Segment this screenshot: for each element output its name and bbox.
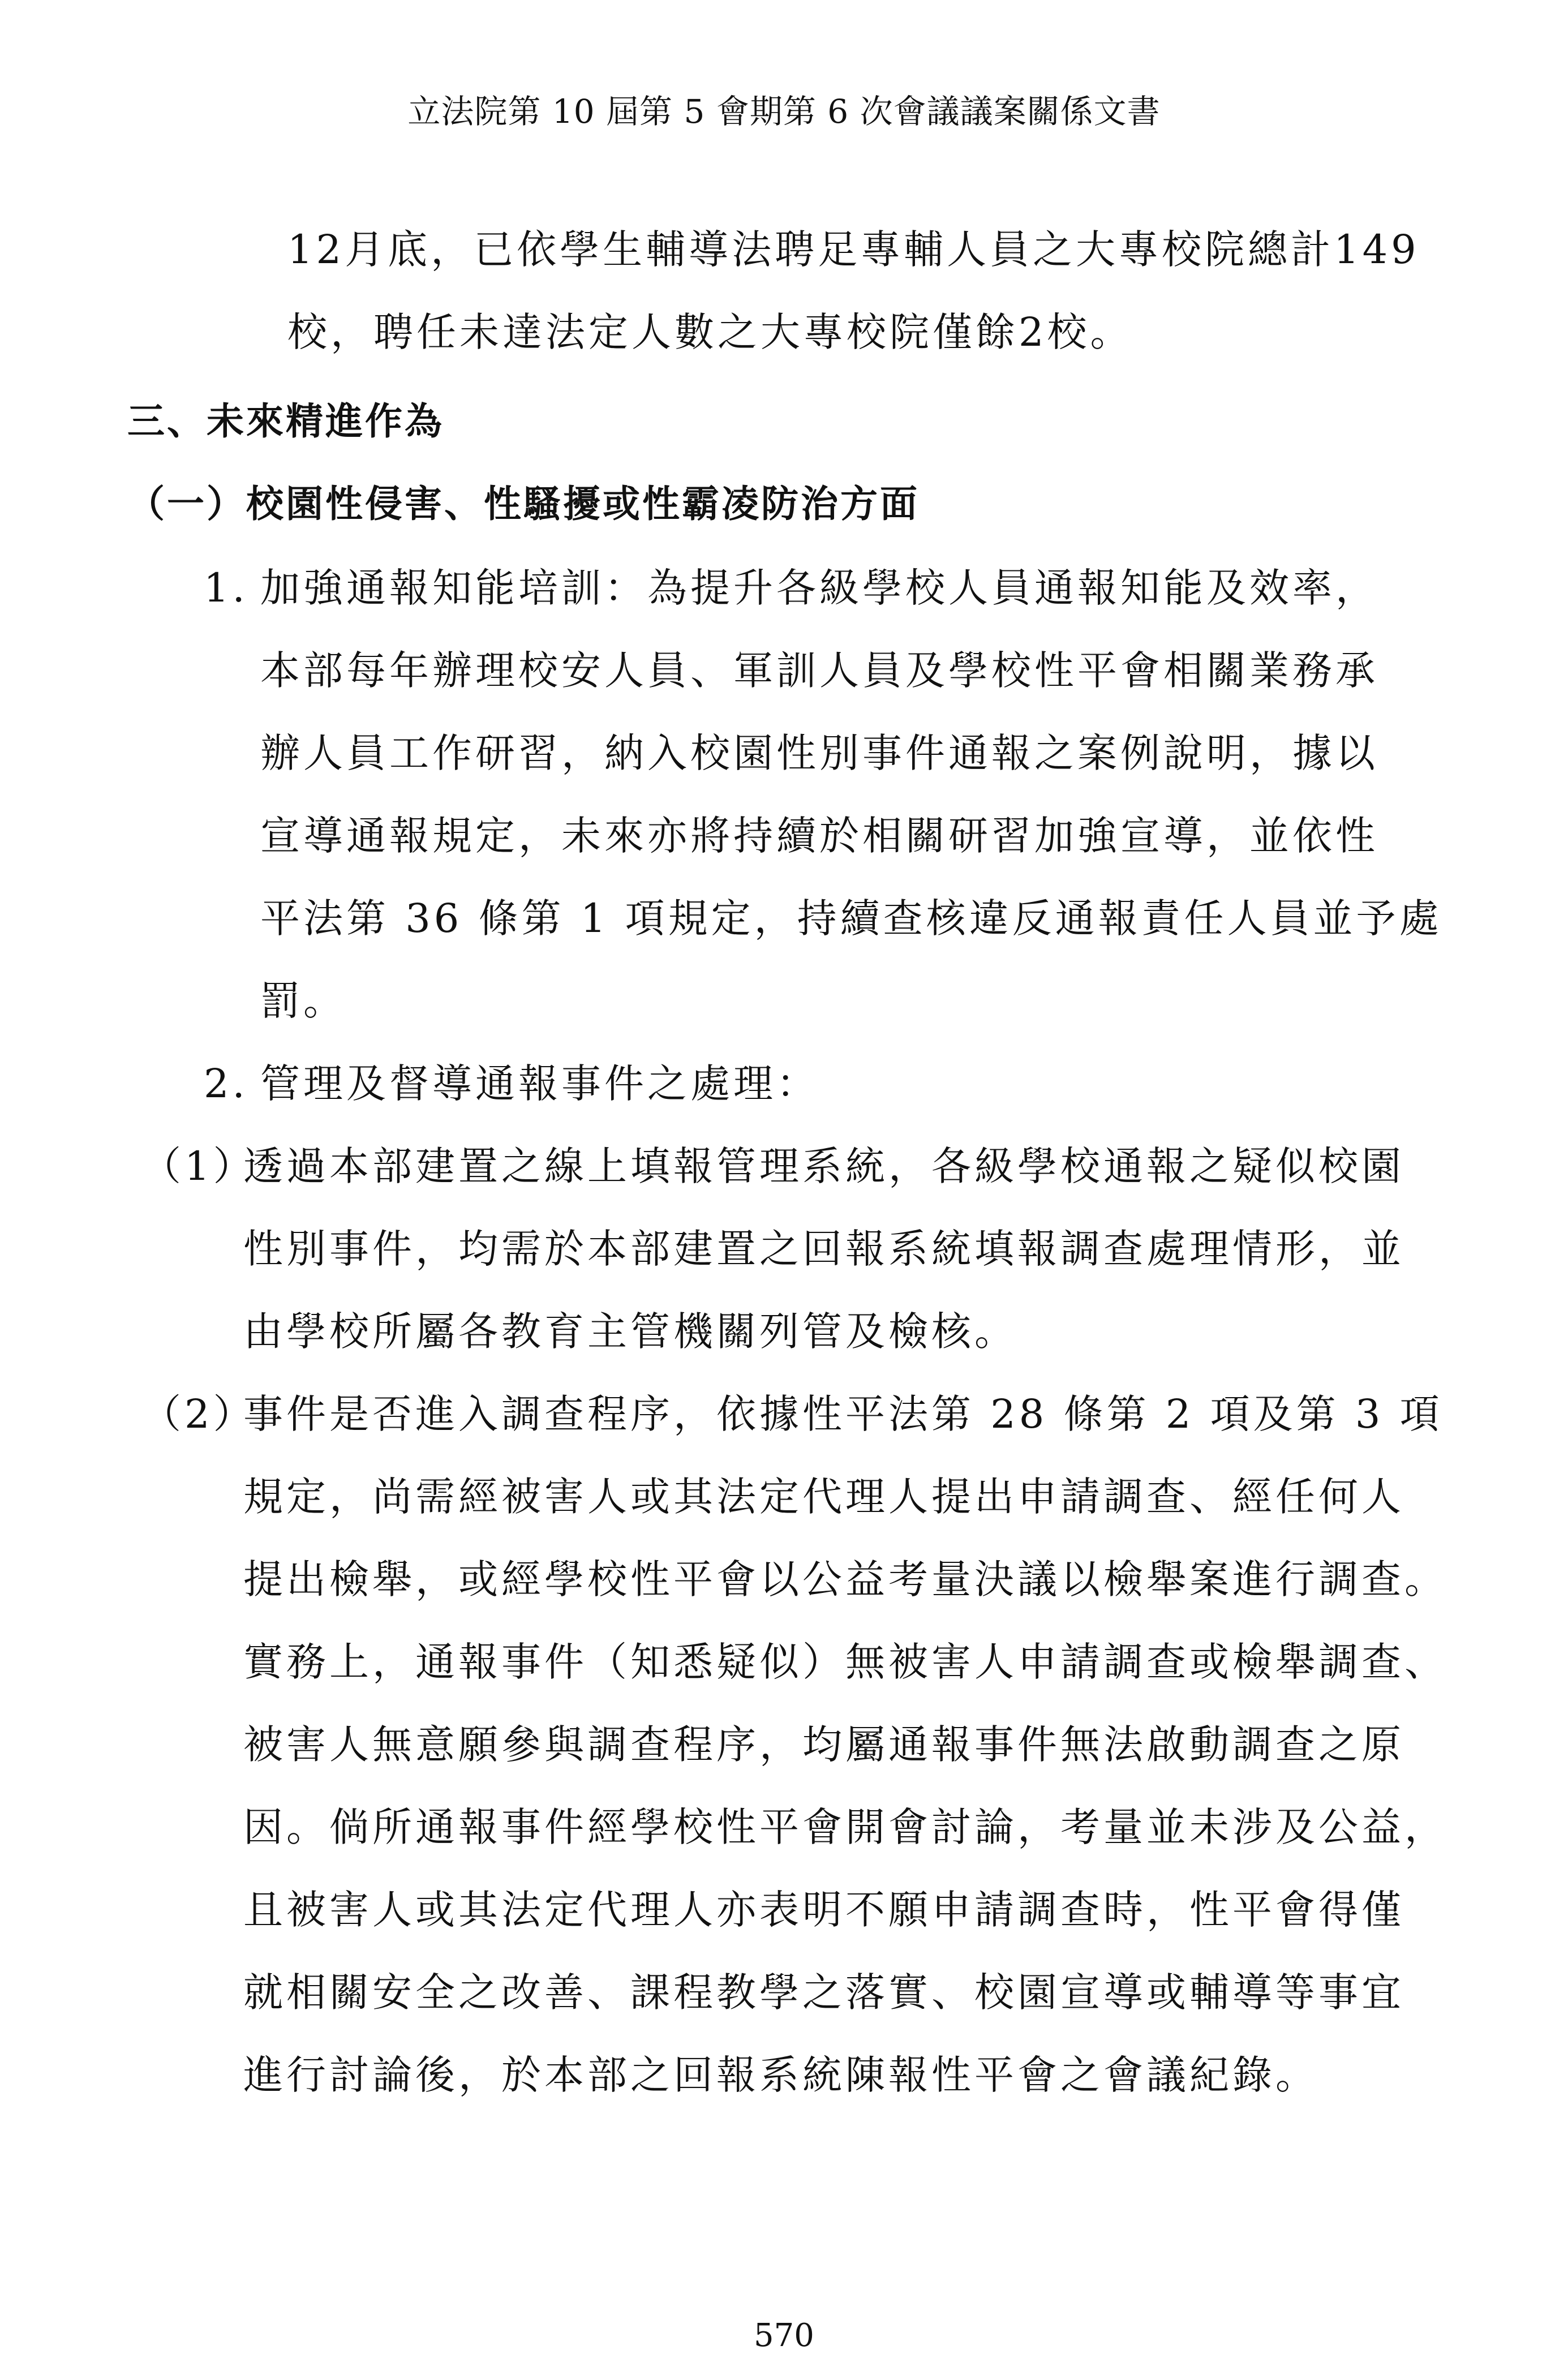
intro-line-1: 12月底，已依學生輔導法聘足專輔人員之大專校院總計149 bbox=[287, 226, 1420, 273]
item1-line: 本部每年辦理校安人員、軍訓人員及學校性平會相關業務承 bbox=[260, 647, 1378, 694]
item1-number: 1. bbox=[204, 565, 248, 611]
paragraph-2-line: 進行討論後，於本部之回報系統陳報性平會之會議紀錄。 bbox=[243, 2052, 1318, 2098]
paragraph-2-line: 就相關安全之改善、課程教學之落實、校園宣導或輔導等事宜 bbox=[243, 1969, 1404, 2016]
paragraph-2-line: 且被害人或其法定代理人亦表明不願申請調查時，性平會得僅 bbox=[243, 1887, 1404, 1933]
paragraph-1-line: 透過本部建置之線上填報管理系統，各級學校通報之疑似校園 bbox=[243, 1143, 1404, 1189]
paragraph-1-label: （1） bbox=[141, 1143, 256, 1189]
paragraph-2-line: 實務上，通報事件（知悉疑似）無被害人申請調查或檢舉調查、 bbox=[243, 1639, 1447, 1685]
paragraph-2-label: （2） bbox=[141, 1391, 256, 1437]
item1-line: 加強通報知能培訓：為提升各級學校人員通報知能及效率， bbox=[260, 565, 1378, 611]
paragraph-2-line: 事件是否進入調查程序，依據性平法第 28 條第 2 項及第 3 項 bbox=[243, 1391, 1443, 1437]
item1-line: 辦人員工作研習，納入校園性別事件通報之案例說明，據以 bbox=[260, 730, 1378, 776]
item1-line: 罰。 bbox=[260, 978, 346, 1024]
paragraph-1-line: 由學校所屬各教育主管機關列管及檢核。 bbox=[243, 1308, 1017, 1355]
item2-title: 管理及督導通報事件之處理： bbox=[260, 1060, 819, 1107]
paragraph-2-line: 提出檢舉，或經學校性平會以公益考量決議以檢舉案進行調查。 bbox=[243, 1556, 1447, 1603]
intro-line-2: 校，聘任未達法定人數之大專校院僅餘2校。 bbox=[287, 309, 1133, 355]
page-number: 570 bbox=[754, 2317, 814, 2354]
paragraph-2-line: 被害人無意願參與調查程序，均屬通報事件無法啟動調查之原 bbox=[243, 1721, 1404, 1768]
document-header: 立法院第 10 屆第 5 會期第 6 次會議議案關係文書 bbox=[407, 92, 1161, 131]
item1-line: 平法第 36 條第 1 項規定，持續查核違反通報責任人員並予處 bbox=[260, 895, 1442, 942]
paragraph-1-line: 性別事件，均需於本部建置之回報系統填報調查處理情形，並 bbox=[243, 1226, 1404, 1272]
paragraph-2-line: 規定，尚需經被害人或其法定代理人提出申請調查、經任何人 bbox=[243, 1474, 1404, 1520]
item1-line: 宣導通報規定，未來亦將持續於相關研習加強宣導，並依性 bbox=[260, 813, 1378, 859]
paragraph-2-line: 因。倘所通報事件經學校性平會開會討論，考量並未涉及公益， bbox=[243, 1804, 1447, 1850]
section-heading: 三、未來精進作為 bbox=[127, 399, 444, 443]
item2-number: 2. bbox=[204, 1060, 248, 1107]
subsection-heading: （一）校園性侵害、性騷擾或性霸凌防治方面 bbox=[127, 482, 920, 526]
